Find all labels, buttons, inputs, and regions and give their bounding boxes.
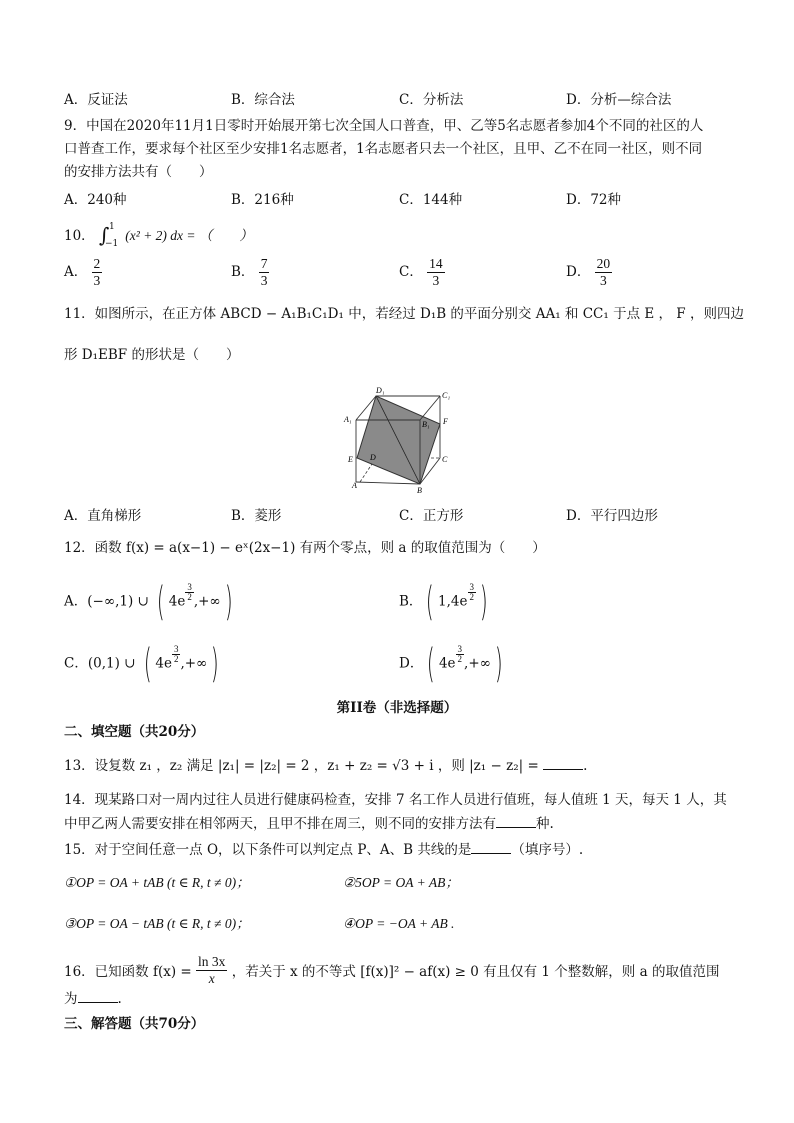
q12-option-c: C．(0,1) ∪ ( 4e $\frac{3}{2}$ ,+∞) [64,641,220,687]
q10-option-c [399,256,445,289]
q12-option-d: D．( 4e $\frac{3}{2}$ ,+∞) [399,641,503,687]
q16-answer-blank[interactable] [78,990,118,1003]
q12-option-c-exp-den: 2 [173,653,179,664]
label-b1: B₁ [422,420,430,429]
q10-option-b-den: 3 [260,273,268,288]
q10-option-c-den: 3 [432,273,440,288]
q15-item-4: ④OP = −OA + AB . [343,916,455,931]
q10-option-d [566,256,612,289]
q11-line2: 形 D₁EBF 的形状是（ ） [64,347,240,363]
q16-pre: 16．已知函数 f(x) = [64,964,192,980]
q10-option-b [231,256,269,289]
q10-option-a-num: 2 [93,256,101,271]
q11-option-c: C．正方形 [399,508,464,524]
q12-option-c-pre: (0,1) ∪ [87,655,140,672]
q10-option-a-den: 3 [93,273,101,288]
q10-option-d-num: 20 [596,256,611,271]
q15-item-2: ②5OP = OA + AB； [343,875,459,890]
q12-option-b-base: 1,4e [438,593,468,610]
q12-option-a-label: A． [64,593,88,610]
q16-line1 [64,956,719,989]
q12-option-c-post: ,+∞ [180,655,208,672]
q14-answer-blank[interactable] [496,815,536,828]
q8-option-d: D．分析—综合法 [566,92,672,108]
part2-title: 第II卷（非选择题） [336,700,458,716]
q10-option-a [64,256,102,289]
label-d: D [370,453,376,462]
q12-option-a-exp-den: 2 [187,591,192,602]
label-c1: C₁ [442,391,451,400]
q10-lower-limit: −1 [104,239,119,249]
q14-line2-text: 中甲乙两人需要安排在相邻两天，且甲不排在周三，则不同的安排方法有 [64,816,496,832]
q16-frac-num: ln 3x [198,954,226,969]
q10-stem [64,222,253,249]
q14-line2 [64,815,554,833]
q10-option-b-num: 7 [260,256,268,271]
q15-item-3: ③OP = OA − tAB (t ∈ R, t ≠ 0)； [64,916,250,931]
cube-figure [340,384,462,496]
q12-option-d-exp-num: 3 [457,643,463,654]
q13-answer-blank[interactable] [543,757,583,770]
label-f: F [443,417,448,426]
q10-option-b-label: B． [231,264,255,280]
q15-stem-end: （填序号）. [511,842,584,858]
q10-upper-limit: 1 [108,222,115,232]
section3-title: 三、解答题（共70分） [64,1016,205,1032]
q11-option-a: A．直角梯形 [64,508,142,524]
q10-number: 10． [64,228,95,244]
edge-ab [356,482,420,484]
q12-option-a-exp-num: 3 [187,581,192,592]
q15-item-1: ①OP = OA + tAB (t ∈ R, t ≠ 0)； [64,875,250,890]
q12-option-d-post: ,+∞ [464,655,491,672]
section2-title: 二、填空题（共20分） [64,724,205,740]
q12-option-d-base: 4e [438,655,456,672]
q12-option-c-exp-num: 3 [173,643,179,654]
label-c: C [442,455,448,464]
integral-symbol: ∫ [98,223,110,247]
q9-line1: 9．中国在2020年11月1日零时开始展开第七次全国人口普查，甲、乙等5名志愿者参加4个不同的社区的人 [64,118,704,134]
q12-option-d-label: D． [399,655,424,672]
q15-stem [64,841,583,859]
q10-option-d-den: 3 [600,273,607,288]
q15-stem-text: 15．对于空间任意一点 O，以下条件可以判定点 P、A、B 共线的是 [64,842,472,858]
q12-option-a: A．(−∞,1) ∪ ( 4e $\frac{3}{2}$ ,+∞) [64,579,233,625]
label-e: E [348,455,353,464]
q14-line2-end: 种. [536,816,554,832]
q12-option-b: B．( 1,4e $\frac{3}{2}$ ) [399,579,488,625]
q12-option-c-label: C． [64,655,88,672]
q12-option-a-pre: (−∞,1) ∪ [87,593,154,610]
q11-option-b: B．菱形 [231,508,282,524]
q15-answer-blank[interactable] [471,841,511,854]
label-a1: A₁ [344,415,352,424]
q12-option-b-exp-num: 3 [469,581,474,592]
q16-line2-text: 为 [64,991,78,1007]
q12-option-c-base: 4e [155,655,172,672]
q13-stem [64,757,587,775]
q9-line3: 的安排方法共有（ ） [64,164,213,180]
q8-option-b: B．综合法 [231,92,295,108]
q13-end: . [583,758,588,774]
q10-integrand: (x² + 2) dx = （ ） [125,228,253,243]
q12-option-a-base: 4e [168,593,186,610]
q16-line2-end: . [117,991,122,1007]
q11-option-d: D．平行四边形 [566,508,658,524]
q12-stem: 12．函数 f(x) = a(x−1) − eˣ(2x−1) 有两个零点，则 a 的取值范围为（ ） [64,540,546,556]
q10-option-a-label: A． [64,264,88,280]
section-d1ebf [357,396,440,484]
q8-option-c: C．分析法 [399,92,464,108]
q14-line1: 14．现某路口对一周内过往人员进行健康码检查，安排 7 名工作人员进行值班，每人值班 1 天，每天 1 人，其 [64,792,727,808]
q16-line2 [64,990,122,1008]
label-b: B [417,486,422,495]
q12-option-b-label: B． [399,593,423,610]
q8-option-a: A．反证法 [64,92,128,108]
label-d1: D₁ [376,386,385,395]
q12-option-a-post: ,+∞ [193,593,221,610]
q10-option-c-label: C． [399,264,423,280]
q12-option-d-exp-den: 2 [457,653,463,664]
q12-option-b-exp-den: 2 [469,591,474,602]
edge-b1c1 [420,396,440,420]
q9-line2: 口普查工作，要求每个社区至少安排1名志愿者，1名志愿者只去一个社区，且甲、乙不在同一社区，则不同 [64,141,703,157]
q11-line1: 11．如图所示，在正方体 ABCD − A₁B₁C₁D₁ 中，若经过 D₁B 的平面分别交 AA₁ 和 CC₁ 于点 E ， F ，则四边 [64,306,744,322]
label-a: A [352,481,357,490]
q10-option-d-label: D． [566,264,591,280]
q9-option-b: B．216种 [231,192,294,208]
q13-text: 13．设复数 z₁ ，z₂ 满足 |z₁| = |z₂| = 2 ，z₁ + z₂ = √3 + i ，则 |z₁ − z₂| = [64,758,539,774]
q9-option-c: C．144种 [399,192,463,208]
q10-option-c-num: 14 [429,256,443,271]
q9-option-d: D．72种 [566,192,622,208]
q16-post: ，若关于 x 的不等式 [f(x)]² − af(x) ≥ 0 有且仅有 1 个整数解，则 a 的取值范围 [231,964,720,980]
q9-option-a: A．240种 [64,192,127,208]
q16-frac-den: x [208,971,215,986]
